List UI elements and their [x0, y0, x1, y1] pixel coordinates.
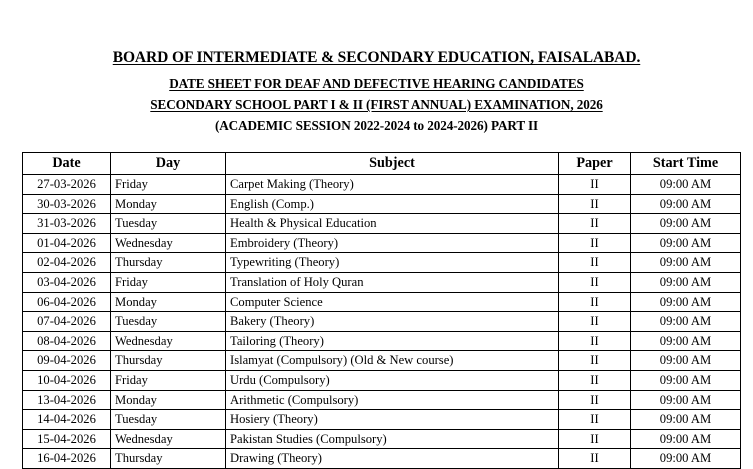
cell-time: 09:00 AM — [631, 370, 741, 390]
cell-date: 10-04-2026 — [23, 370, 111, 390]
cell-day: Friday — [111, 370, 226, 390]
cell-time: 09:00 AM — [631, 253, 741, 273]
cell-paper: II — [559, 449, 631, 469]
column-header-day: Day — [111, 153, 226, 175]
table-row — [23, 175, 741, 195]
cell-day: Friday — [111, 175, 226, 195]
cell-time: 09:00 AM — [631, 351, 741, 371]
academic-session-line: (ACADEMIC SESSION 2022-2024 to 2024-2026) PART II — [214, 118, 539, 133]
cell-subj: Drawing (Theory) — [226, 449, 559, 469]
cell-time: 09:00 AM — [631, 390, 741, 410]
cell-day: Thursday — [111, 351, 226, 371]
cell-date: 01-04-2026 — [23, 233, 111, 253]
table-row — [23, 214, 741, 234]
table-row — [23, 410, 741, 430]
examination-title: SECONDARY SCHOOL PART I & II (FIRST ANNUAL) EXAMINATION, 2026 — [150, 97, 603, 112]
cell-time: 09:00 AM — [631, 449, 741, 469]
datesheet-table-container — [22, 152, 740, 469]
column-header-paper: Paper — [559, 153, 631, 175]
cell-subj: Islamyat (Compulsory) (Old & New course) — [226, 351, 559, 371]
cell-paper: II — [559, 351, 631, 371]
cell-subj: Carpet Making (Theory) — [226, 175, 559, 195]
cell-paper: II — [559, 175, 631, 195]
cell-time: 09:00 AM — [631, 410, 741, 430]
table-row — [23, 194, 741, 214]
cell-day: Wednesday — [111, 233, 226, 253]
cell-subj: Computer Science — [226, 292, 559, 312]
cell-paper: II — [559, 194, 631, 214]
cell-paper: II — [559, 272, 631, 292]
cell-date: 14-04-2026 — [23, 410, 111, 430]
cell-subj: Bakery (Theory) — [226, 312, 559, 332]
cell-subj: Tailoring (Theory) — [226, 331, 559, 351]
cell-day: Tuesday — [111, 410, 226, 430]
cell-day: Friday — [111, 272, 226, 292]
document-heading-block — [0, 0, 753, 135]
cell-time: 09:00 AM — [631, 194, 741, 214]
table-row — [23, 312, 741, 332]
cell-date: 06-04-2026 — [23, 292, 111, 312]
column-header-date: Date — [23, 153, 111, 175]
cell-date: 07-04-2026 — [23, 312, 111, 332]
cell-subj: Hosiery (Theory) — [226, 410, 559, 430]
datesheet-subtitle: DATE SHEET FOR DEAF AND DEFECTIVE HEARING CANDIDATES — [169, 76, 584, 91]
cell-subj: Health & Physical Education — [226, 214, 559, 234]
cell-paper: II — [559, 214, 631, 234]
column-header-subject: Subject — [226, 153, 559, 175]
table-header-row — [23, 153, 741, 175]
table-row — [23, 370, 741, 390]
table-row — [23, 233, 741, 253]
cell-paper: II — [559, 331, 631, 351]
cell-day: Monday — [111, 390, 226, 410]
cell-subj: Embroidery (Theory) — [226, 233, 559, 253]
table-row — [23, 449, 741, 469]
cell-time: 09:00 AM — [631, 312, 741, 332]
cell-time: 09:00 AM — [631, 175, 741, 195]
cell-day: Tuesday — [111, 312, 226, 332]
table-row — [23, 272, 741, 292]
table-row — [23, 292, 741, 312]
cell-day: Thursday — [111, 253, 226, 273]
cell-day: Monday — [111, 194, 226, 214]
cell-date: 13-04-2026 — [23, 390, 111, 410]
cell-time: 09:00 AM — [631, 292, 741, 312]
board-title: BOARD OF INTERMEDIATE & SECONDARY EDUCATION, FAISALABAD. — [112, 49, 641, 66]
cell-date: 09-04-2026 — [23, 351, 111, 371]
table-row — [23, 253, 741, 273]
cell-subj: Arithmetic (Compulsory) — [226, 390, 559, 410]
cell-paper: II — [559, 233, 631, 253]
cell-paper: II — [559, 312, 631, 332]
cell-day: Thursday — [111, 449, 226, 469]
cell-paper: II — [559, 410, 631, 430]
cell-paper: II — [559, 253, 631, 273]
cell-date: 30-03-2026 — [23, 194, 111, 214]
cell-day: Wednesday — [111, 429, 226, 449]
cell-day: Wednesday — [111, 331, 226, 351]
table-row — [23, 331, 741, 351]
cell-date: 16-04-2026 — [23, 449, 111, 469]
cell-date: 31-03-2026 — [23, 214, 111, 234]
cell-day: Monday — [111, 292, 226, 312]
cell-paper: II — [559, 292, 631, 312]
cell-time: 09:00 AM — [631, 429, 741, 449]
cell-date: 02-04-2026 — [23, 253, 111, 273]
datesheet-table — [22, 152, 741, 469]
cell-time: 09:00 AM — [631, 233, 741, 253]
table-row — [23, 429, 741, 449]
datesheet-table-body — [23, 175, 741, 469]
cell-day: Tuesday — [111, 214, 226, 234]
cell-subj: English (Comp.) — [226, 194, 559, 214]
cell-paper: II — [559, 370, 631, 390]
cell-time: 09:00 AM — [631, 331, 741, 351]
table-row — [23, 390, 741, 410]
table-row — [23, 351, 741, 371]
cell-paper: II — [559, 429, 631, 449]
column-header-start-time: Start Time — [631, 153, 741, 175]
cell-date: 15-04-2026 — [23, 429, 111, 449]
cell-date: 08-04-2026 — [23, 331, 111, 351]
cell-date: 27-03-2026 — [23, 175, 111, 195]
cell-time: 09:00 AM — [631, 214, 741, 234]
cell-paper: II — [559, 390, 631, 410]
cell-time: 09:00 AM — [631, 272, 741, 292]
cell-subj: Translation of Holy Quran — [226, 272, 559, 292]
cell-subj: Urdu (Compulsory) — [226, 370, 559, 390]
cell-subj: Typewriting (Theory) — [226, 253, 559, 273]
cell-date: 03-04-2026 — [23, 272, 111, 292]
cell-subj: Pakistan Studies (Compulsory) — [226, 429, 559, 449]
